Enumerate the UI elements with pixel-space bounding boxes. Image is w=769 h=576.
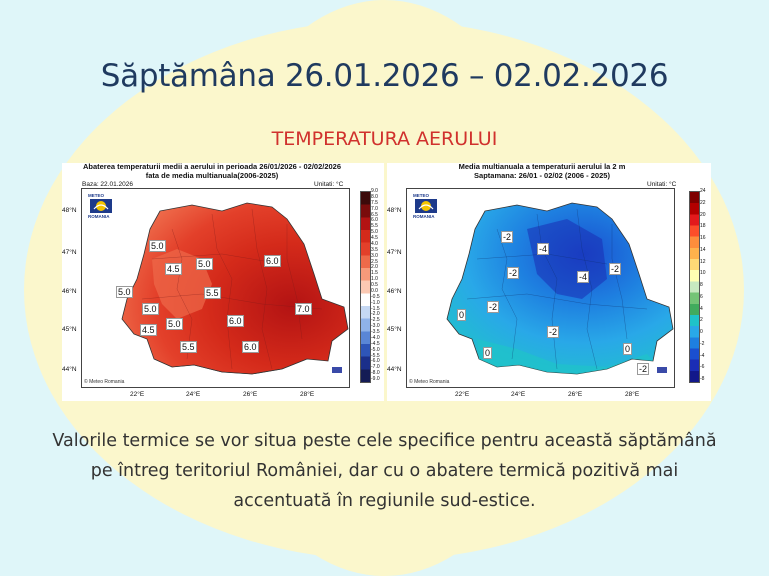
anomaly-map-title-line2: fata de media multianuala(2006-2025) bbox=[145, 170, 279, 180]
colorbar-tick-label: -9.0 bbox=[371, 376, 380, 382]
climatology-map-title-line1: Media multianuala a temperaturii aerului la 2 m bbox=[458, 163, 626, 171]
lon-label: 28°E bbox=[300, 391, 315, 398]
section-subtitle: TEMPERATURA AERULUI bbox=[271, 128, 498, 150]
lat-label: 48°N bbox=[62, 207, 77, 214]
lat-label: 44°N bbox=[62, 366, 77, 373]
lon-label: 26°E bbox=[243, 391, 258, 398]
colorbar-tick-label: -3.5 bbox=[371, 329, 380, 335]
colorbar-tick-label: 6.0 bbox=[371, 217, 378, 224]
colorbar-tick-label: -6 bbox=[700, 364, 705, 371]
lon-label: 24°E bbox=[511, 391, 526, 398]
climatology-units-label: Unitati: °C bbox=[647, 181, 677, 188]
contour-label: 6.0 bbox=[266, 256, 279, 266]
contour-label: -4 bbox=[579, 272, 588, 282]
colorbar-tick-label: -1.5 bbox=[371, 305, 380, 312]
anomaly-map-panel bbox=[62, 163, 384, 401]
colorbar-tick-label: 12 bbox=[700, 258, 706, 265]
colorbar-tick-label: 16 bbox=[700, 235, 706, 241]
colorbar-tick-label: 2.0 bbox=[371, 264, 378, 271]
logo-text-meteo: METEO bbox=[413, 193, 430, 198]
contour-label: 0 bbox=[485, 348, 491, 358]
anomaly-colorbar bbox=[360, 191, 371, 383]
contour-label: 6.0 bbox=[244, 342, 257, 352]
lat-label: 45°N bbox=[387, 326, 402, 333]
colorbar-tick-label: 7.0 bbox=[371, 205, 378, 212]
colorbar-tick-label: 22 bbox=[700, 199, 706, 206]
lat-label: 46°N bbox=[387, 288, 402, 295]
colorbar-tick-label: -2 bbox=[700, 340, 705, 347]
colorbar-tick-label: 7.5 bbox=[371, 199, 378, 206]
lon-label: 24°E bbox=[186, 391, 201, 398]
colorbar-tick-label: -8.0 bbox=[371, 370, 380, 377]
lat-label: 45°N bbox=[62, 326, 77, 333]
lat-label: 48°N bbox=[387, 207, 402, 214]
contour-label: 5.5 bbox=[182, 342, 195, 352]
logo-text-meteo: METEO bbox=[88, 193, 105, 198]
colorbar-tick-label: 1.0 bbox=[371, 276, 378, 283]
lat-label: 47°N bbox=[62, 249, 77, 256]
colorbar-tick-label: 3.5 bbox=[371, 246, 378, 253]
contour-label: 4.5 bbox=[142, 325, 155, 335]
black-sea-label bbox=[332, 367, 342, 373]
meteo-logo-right bbox=[411, 193, 441, 221]
contour-label: 6.0 bbox=[229, 316, 242, 326]
colorbar-tick-label: 5.5 bbox=[371, 223, 378, 230]
colorbar-tick-label: 0.5 bbox=[371, 282, 378, 288]
contour-label: -2 bbox=[549, 327, 558, 337]
colorbar-tick-label: -6.0 bbox=[371, 358, 380, 365]
colorbar-tick-label: 6.5 bbox=[371, 211, 378, 218]
colorbar-tick-label: 18 bbox=[700, 223, 706, 230]
map-credit: © Meteo Romania bbox=[409, 379, 450, 385]
lat-label: 47°N bbox=[387, 249, 402, 256]
description-text: Valorile termice se vor situa peste cele specifice pentru această săptămână pe întreg teritoriul României, dar cu o abatere termică pozitivă mai accentuată în regiunile sud-estice. bbox=[52, 431, 717, 511]
lon-label: 22°E bbox=[455, 391, 470, 398]
contour-label: 5.0 bbox=[144, 304, 157, 314]
anomaly-map-title-line1: Abaterea temperaturii medii a aerului in perioada 26/01/2026 - 02/02/2026 bbox=[82, 163, 342, 171]
colorbar-tick-label: 3.0 bbox=[371, 252, 378, 259]
colorbar-tick-label: 1.5 bbox=[371, 270, 378, 277]
colorbar-tick-label: 4.5 bbox=[371, 235, 378, 241]
lon-label: 26°E bbox=[568, 391, 583, 398]
contour-label: -2 bbox=[509, 268, 518, 278]
anomaly-map-title bbox=[62, 163, 362, 180]
contour-label: 5.0 bbox=[118, 287, 131, 297]
contour-label: 5.0 bbox=[198, 259, 211, 269]
map-credit: © Meteo Romania bbox=[84, 379, 125, 385]
contour-label: -2 bbox=[639, 364, 648, 374]
colorbar-tick-label: -3.0 bbox=[371, 323, 380, 330]
colorbar-tick-label: 5.0 bbox=[371, 229, 378, 236]
lat-label: 46°N bbox=[62, 288, 77, 295]
contour-label: 0 bbox=[459, 310, 465, 320]
colorbar-tick-label: 20 bbox=[700, 211, 706, 218]
colorbar-tick-label: -7.0 bbox=[371, 364, 380, 371]
logo-text-romania: ROMANIA bbox=[413, 214, 435, 219]
contour-label: 5.5 bbox=[206, 288, 219, 298]
colorbar-tick-label: -5.5 bbox=[371, 352, 380, 359]
climatology-map-svg bbox=[407, 189, 674, 387]
colorbar-tick-label: -4.5 bbox=[371, 340, 380, 347]
contour-label: 4.5 bbox=[167, 264, 180, 274]
meteo-logo-left bbox=[86, 193, 116, 221]
colorbar-tick-label: -8 bbox=[700, 376, 705, 382]
climatology-colorbar bbox=[689, 191, 700, 383]
contour-label: -2 bbox=[503, 232, 512, 242]
lat-label: 44°N bbox=[387, 366, 402, 373]
colorbar-tick-label: 0.0 bbox=[371, 287, 378, 294]
colorbar-tick-label: 24 bbox=[700, 188, 706, 194]
black-sea-label bbox=[657, 367, 667, 373]
contour-label: 5.0 bbox=[168, 319, 181, 329]
colorbar-tick-label: -5.0 bbox=[371, 346, 380, 353]
colorbar-tick-label: -1.0 bbox=[371, 299, 380, 306]
colorbar-tick-label: -2.0 bbox=[371, 311, 380, 318]
colorbar-tick-label: 10 bbox=[700, 270, 706, 277]
colorbar-tick-label: 2 bbox=[700, 317, 703, 324]
colorbar-tick-label: -0.5 bbox=[371, 293, 380, 300]
colorbar-tick-label: 14 bbox=[700, 246, 706, 253]
meteo-emblem-icon bbox=[90, 199, 112, 213]
contour-label: 0 bbox=[625, 344, 631, 354]
colorbar-tick-label: 8 bbox=[700, 282, 703, 288]
lon-label: 22°E bbox=[130, 391, 145, 398]
colorbar-tick-label: 0 bbox=[700, 329, 703, 335]
anomaly-units-label: Unitati: °C bbox=[314, 181, 344, 188]
meteo-emblem-icon bbox=[415, 199, 437, 213]
logo-text-romania: ROMANIA bbox=[88, 214, 110, 219]
colorbar-tick-label: -2.5 bbox=[371, 317, 380, 324]
page-title: Săptămâna 26.01.2026 – 02.02.2026 bbox=[100, 58, 669, 94]
anomaly-base-label: Baza: 22.01.2026 bbox=[82, 181, 133, 188]
contour-label: 7.0 bbox=[297, 304, 310, 314]
contour-label: 5.0 bbox=[151, 241, 164, 251]
colorbar-tick-label: 4 bbox=[700, 305, 703, 312]
colorbar-tick-label: 6 bbox=[700, 293, 703, 300]
colorbar-tick-label: 8.0 bbox=[371, 193, 378, 200]
climatology-map-panel bbox=[387, 163, 711, 401]
colorbar-tick-label: -4 bbox=[700, 352, 705, 359]
contour-label: -2 bbox=[611, 264, 620, 274]
colorbar-tick-label: 9.0 bbox=[371, 188, 378, 194]
colorbar-tick-label: 2.5 bbox=[371, 258, 378, 265]
climatology-map-title bbox=[392, 163, 692, 180]
lon-label: 28°E bbox=[625, 391, 640, 398]
contour-label: -2 bbox=[489, 302, 498, 312]
contour-label: -4 bbox=[539, 244, 548, 254]
colorbar-tick-label: 4.0 bbox=[371, 240, 378, 247]
climatology-map-frame bbox=[406, 188, 675, 388]
colorbar-tick-label: -4.0 bbox=[371, 334, 380, 341]
climatology-map-title-line2: Saptamana: 26/01 - 02/02 (2006 - 2025) bbox=[474, 170, 610, 180]
